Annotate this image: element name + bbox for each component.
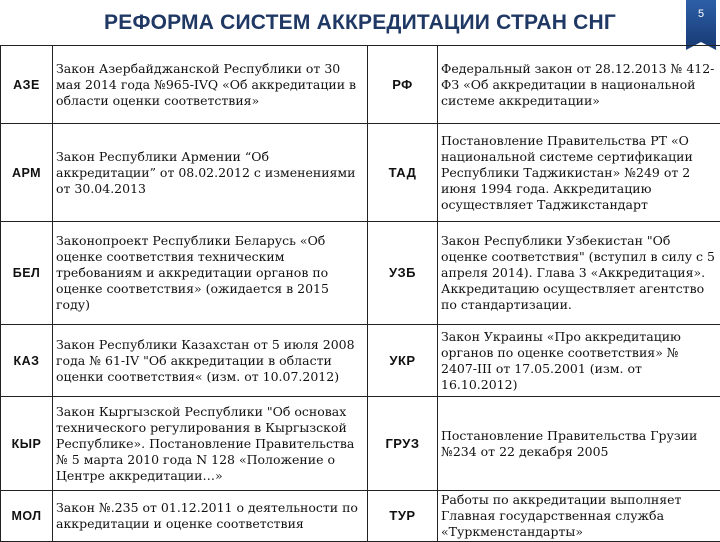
law-text-arm: Закон Республики Армении “Об аккредитации” от 08.02.2012 с изменениями от 30.04.2013 bbox=[53, 124, 368, 222]
country-code-bel: БЕЛ bbox=[1, 222, 53, 325]
law-text-ukr: Закон Украины «Про аккредитацию органов по оценке соответствия» № 2407-III от 17.05.2001 (изм. от 16.10.2012) bbox=[438, 325, 720, 397]
country-code-tad: ТАД bbox=[368, 124, 438, 222]
accreditation-table bbox=[0, 45, 720, 542]
page-number-badge: 5 bbox=[686, 0, 716, 42]
law-text-bel: Законопроект Республики Беларусь «Об оценке соответствия техническим требованиям и аккредитации органов по оценке соответствия» (ожидается в 2015 году) bbox=[53, 222, 368, 325]
table-row bbox=[1, 46, 720, 124]
country-code-gruz: ГРУЗ bbox=[368, 397, 438, 491]
law-text-kyr: Закон Кыргызской Республики "Об основах технического регулирования в Кыргызской Республике». Постановление Правительства № 5 марта 2010 года N 128 «Положение о Центре аккредитации…» bbox=[53, 397, 368, 491]
country-code-kaz: КАЗ bbox=[1, 325, 53, 397]
law-text-aze: Закон Азербайджанской Республики от 30 мая 2014 года №965-IVQ «Об аккредитации в области оценки соответствия» bbox=[53, 46, 368, 124]
table-row bbox=[1, 124, 720, 222]
law-text-gruz: Постановление Правительства Грузии №234 от 22 декабря 2005 bbox=[438, 397, 720, 491]
law-text-kaz: Закон Республики Казахстан от 5 июля 2008 года № 61-IV "Об аккредитации в области оценки соответствия« (изм. от 10.07.2012) bbox=[53, 325, 368, 397]
table-row bbox=[1, 222, 720, 325]
country-code-tur: ТУР bbox=[368, 491, 438, 542]
country-code-uzb: УЗБ bbox=[368, 222, 438, 325]
law-text-uzb: Закон Республики Узбекистан "Об оценке соответствия" (вступил в силу с 5 апреля 2014). Глава 3 «Аккредитация». Аккредитацию осуществляет агентство по стандартизации. bbox=[438, 222, 720, 325]
law-text-tur: Работы по аккредитации выполняет Главная государственная служба «Туркменстандарты» bbox=[438, 491, 720, 542]
law-text-tad: Постановление Правительства РТ «О национальной системе сертификации Республики Таджикистан» №249 от 2 июня 1994 года. Аккредитацию осуществляет Таджикстандарт bbox=[438, 124, 720, 222]
table-row bbox=[1, 397, 720, 491]
country-code-kyr: КЫР bbox=[1, 397, 53, 491]
country-code-aze: АЗЕ bbox=[1, 46, 53, 124]
law-text-mol: Закон №.235 от 01.12.2011 о деятельности по аккредитации и оценке соответствия bbox=[53, 491, 368, 542]
country-code-ukr: УКР bbox=[368, 325, 438, 397]
page-title: РЕФОРМА СИСТЕМ АККРЕДИТАЦИИ СТРАН СНГ bbox=[0, 0, 720, 46]
law-text-rf: Федеральный закон от 28.12.2013 № 412-ФЗ «Об аккредитации в национальной системе аккредитации» bbox=[438, 46, 720, 124]
country-code-mol: МОЛ bbox=[1, 491, 53, 542]
table-row bbox=[1, 325, 720, 397]
table-row bbox=[1, 491, 720, 542]
country-code-rf: РФ bbox=[368, 46, 438, 124]
country-code-arm: АРМ bbox=[1, 124, 53, 222]
